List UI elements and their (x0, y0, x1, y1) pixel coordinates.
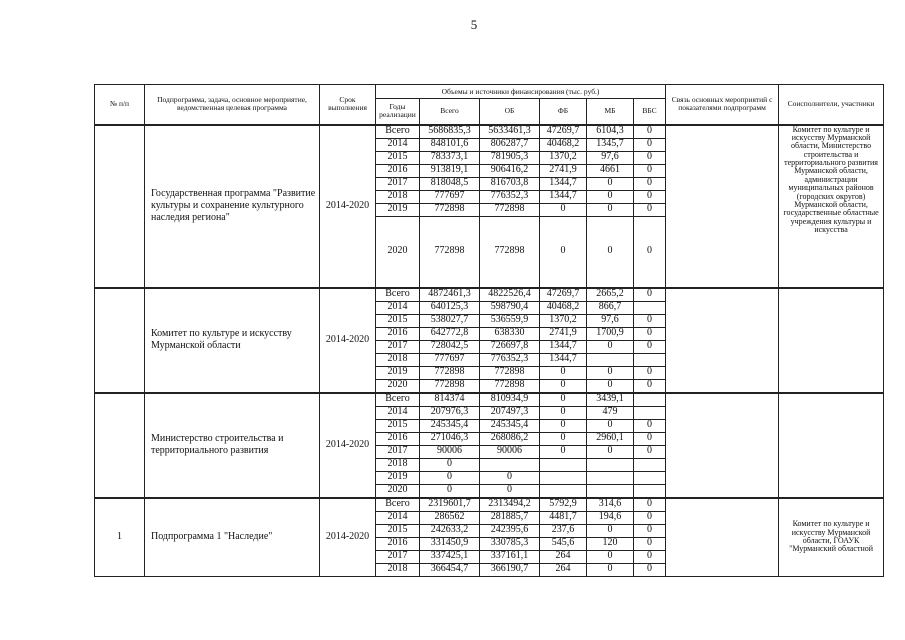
indicator-link (666, 498, 779, 577)
vbs-cell: 0 (634, 563, 666, 576)
fb-cell: 264 (540, 550, 587, 563)
header-fb: ФБ (540, 99, 587, 125)
mb-cell: 0 (587, 216, 634, 288)
year-cell: 2019 (376, 471, 420, 484)
year-cell: 2014 (376, 138, 420, 151)
vbs-cell: 0 (634, 327, 666, 340)
total-cell: 366454,7 (420, 563, 480, 576)
year-cell: 2020 (376, 484, 420, 498)
year-cell: 2017 (376, 550, 420, 563)
header-total: Всего (420, 99, 480, 125)
mb-cell: 866,7 (587, 301, 634, 314)
ob-cell: 638330 (480, 327, 540, 340)
vbs-cell: 0 (634, 151, 666, 164)
row-number (95, 125, 145, 288)
program-name: Министерство строительства и территориального развития (145, 393, 320, 498)
year-cell: 2014 (376, 301, 420, 314)
fb-cell: 1344,7 (540, 190, 587, 203)
ob-cell: 207497,3 (480, 406, 540, 419)
fb-cell (540, 484, 587, 498)
mb-cell: 0 (587, 190, 634, 203)
table-row (95, 498, 884, 512)
vbs-cell: 0 (634, 445, 666, 458)
program-name: Комитет по культуре и искусству Мурманской области (145, 288, 320, 393)
vbs-cell: 0 (634, 366, 666, 379)
header-ob: ОБ (480, 99, 540, 125)
mb-cell: 1345,7 (587, 138, 634, 151)
header-executors: Соисполнители, участники (779, 85, 884, 125)
year-cell: 2016 (376, 164, 420, 177)
year-cell: 2016 (376, 327, 420, 340)
ob-cell: 776352,3 (480, 190, 540, 203)
mb-cell: 1700,9 (587, 327, 634, 340)
ob-cell: 337161,1 (480, 550, 540, 563)
fb-cell: 40468,2 (540, 138, 587, 151)
ob-cell: 816703,8 (480, 177, 540, 190)
ob-cell: 536559,9 (480, 314, 540, 327)
vbs-cell: 0 (634, 537, 666, 550)
ob-cell: 4822526,4 (480, 288, 540, 302)
year-cell: 2020 (376, 216, 420, 288)
year-cell: 2014 (376, 511, 420, 524)
year-cell: 2020 (376, 379, 420, 393)
total-cell: 286562 (420, 511, 480, 524)
fb-cell: 0 (540, 203, 587, 216)
total-cell: 772898 (420, 379, 480, 393)
year-cell: 2019 (376, 366, 420, 379)
indicator-link (666, 288, 779, 393)
fb-cell: 1344,7 (540, 353, 587, 366)
header-link: Связь основных мероприятий с показателями подпрограмм (666, 85, 779, 125)
total-cell: 783373,1 (420, 151, 480, 164)
mb-cell: 4661 (587, 164, 634, 177)
total-cell: 772898 (420, 366, 480, 379)
total-cell: 818048,5 (420, 177, 480, 190)
total-cell: 337425,1 (420, 550, 480, 563)
row-number (95, 393, 145, 498)
vbs-cell: 0 (634, 511, 666, 524)
mb-cell: 0 (587, 203, 634, 216)
header-vbs: ВБС (634, 99, 666, 125)
ob-cell: 781905,3 (480, 151, 540, 164)
mb-cell: 3439,1 (587, 393, 634, 407)
mb-cell: 0 (587, 563, 634, 576)
ob-cell: 0 (480, 484, 540, 498)
total-cell: 913819,1 (420, 164, 480, 177)
ob-cell: 810934,9 (480, 393, 540, 407)
total-cell: 242633,2 (420, 524, 480, 537)
executors: Комитет по культуре и искусству Мурманской области, Министерство строительства и территориального развития Мурманской области, администрации муниципальных районов (городских округов) Мурманской области, государственные областные учреждения культуры и искусства (779, 125, 884, 288)
vbs-cell: 0 (634, 419, 666, 432)
header-term: Срок выполнения (320, 85, 376, 125)
fb-cell: 545,6 (540, 537, 587, 550)
vbs-cell: 0 (634, 288, 666, 302)
fb-cell: 47269,7 (540, 288, 587, 302)
vbs-cell (634, 393, 666, 407)
year-cell: 2015 (376, 419, 420, 432)
program-name: Государственная программа "Развитие культуры и сохранение культурного наследия региона" (145, 125, 320, 288)
fb-cell: 0 (540, 366, 587, 379)
ob-cell (480, 458, 540, 471)
year-cell: 2015 (376, 151, 420, 164)
ob-cell: 598790,4 (480, 301, 540, 314)
table-row (95, 288, 884, 302)
fb-cell: 40468,2 (540, 301, 587, 314)
vbs-cell: 0 (634, 138, 666, 151)
fb-cell: 264 (540, 563, 587, 576)
fb-cell: 0 (540, 432, 587, 445)
year-cell: Всего (376, 125, 420, 139)
total-cell: 0 (420, 471, 480, 484)
ob-cell: 90006 (480, 445, 540, 458)
vbs-cell (634, 471, 666, 484)
ob-cell: 5633461,3 (480, 125, 540, 139)
year-cell: 2018 (376, 563, 420, 576)
vbs-cell: 0 (634, 125, 666, 139)
vbs-cell (634, 353, 666, 366)
vbs-cell: 0 (634, 432, 666, 445)
year-cell: Всего (376, 498, 420, 512)
ob-cell: 268086,2 (480, 432, 540, 445)
total-cell: 642772,8 (420, 327, 480, 340)
fb-cell: 4481,7 (540, 511, 587, 524)
fb-cell: 1370,2 (540, 151, 587, 164)
mb-cell (587, 484, 634, 498)
fb-cell: 2741,9 (540, 327, 587, 340)
mb-cell: 314,6 (587, 498, 634, 512)
total-cell: 90006 (420, 445, 480, 458)
ob-cell: 726697,8 (480, 340, 540, 353)
funding-table-body (95, 125, 884, 577)
mb-cell (587, 353, 634, 366)
mb-cell: 0 (587, 550, 634, 563)
year-cell: 2016 (376, 537, 420, 550)
total-cell: 772898 (420, 216, 480, 288)
total-cell: 777697 (420, 190, 480, 203)
vbs-cell: 0 (634, 164, 666, 177)
mb-cell (587, 471, 634, 484)
ob-cell: 245345,4 (480, 419, 540, 432)
fb-cell: 1344,7 (540, 177, 587, 190)
mb-cell (587, 458, 634, 471)
fb-cell: 5792,9 (540, 498, 587, 512)
year-cell: 2018 (376, 190, 420, 203)
mb-cell: 0 (587, 177, 634, 190)
fb-cell: 0 (540, 419, 587, 432)
ob-cell: 772898 (480, 203, 540, 216)
mb-cell: 479 (587, 406, 634, 419)
vbs-cell: 0 (634, 379, 666, 393)
mb-cell: 97,6 (587, 151, 634, 164)
vbs-cell (634, 301, 666, 314)
total-cell: 207976,3 (420, 406, 480, 419)
year-cell: 2018 (376, 458, 420, 471)
total-cell: 4872461,3 (420, 288, 480, 302)
executors (779, 288, 884, 393)
table-row (95, 125, 884, 139)
mb-cell: 0 (587, 340, 634, 353)
fb-cell: 1370,2 (540, 314, 587, 327)
mb-cell: 0 (587, 445, 634, 458)
vbs-cell: 0 (634, 190, 666, 203)
vbs-cell: 0 (634, 340, 666, 353)
term: 2014-2020 (320, 498, 376, 577)
total-cell: 245345,4 (420, 419, 480, 432)
mb-cell: 0 (587, 379, 634, 393)
fb-cell: 0 (540, 379, 587, 393)
total-cell: 5686835,3 (420, 125, 480, 139)
year-cell: 2019 (376, 203, 420, 216)
total-cell: 271046,3 (420, 432, 480, 445)
total-cell: 728042,5 (420, 340, 480, 353)
mb-cell: 120 (587, 537, 634, 550)
year-cell: 2015 (376, 524, 420, 537)
vbs-cell: 0 (634, 314, 666, 327)
ob-cell: 772898 (480, 379, 540, 393)
vbs-cell: 0 (634, 498, 666, 512)
total-cell: 538027,7 (420, 314, 480, 327)
ob-cell: 772898 (480, 366, 540, 379)
ob-cell: 806287,7 (480, 138, 540, 151)
ob-cell: 242395,6 (480, 524, 540, 537)
executors (779, 393, 884, 498)
vbs-cell (634, 484, 666, 498)
vbs-cell: 0 (634, 216, 666, 288)
ob-cell: 281885,7 (480, 511, 540, 524)
fb-cell: 0 (540, 216, 587, 288)
vbs-cell: 0 (634, 524, 666, 537)
mb-cell: 6104,3 (587, 125, 634, 139)
vbs-cell: 0 (634, 203, 666, 216)
ob-cell: 776352,3 (480, 353, 540, 366)
fb-cell: 1344,7 (540, 340, 587, 353)
year-cell: 2015 (376, 314, 420, 327)
year-cell: 2018 (376, 353, 420, 366)
total-cell: 848101,6 (420, 138, 480, 151)
total-cell: 2319601,7 (420, 498, 480, 512)
indicator-link (666, 125, 779, 288)
total-cell: 777697 (420, 353, 480, 366)
year-cell: Всего (376, 393, 420, 407)
row-number: 1 (95, 498, 145, 577)
fb-cell: 0 (540, 393, 587, 407)
ob-cell: 2313494,2 (480, 498, 540, 512)
mb-cell: 0 (587, 366, 634, 379)
total-cell: 0 (420, 484, 480, 498)
header-years: Годы реализации (376, 99, 420, 125)
term: 2014-2020 (320, 288, 376, 393)
ob-cell: 906416,2 (480, 164, 540, 177)
fb-cell: 2741,9 (540, 164, 587, 177)
ob-cell: 0 (480, 471, 540, 484)
total-cell: 0 (420, 458, 480, 471)
fb-cell (540, 458, 587, 471)
indicator-link (666, 393, 779, 498)
year-cell: 2017 (376, 177, 420, 190)
header-no: № п/п (95, 85, 145, 125)
vbs-cell: 0 (634, 177, 666, 190)
executors: Комитет по культуре и искусству Мурманской области, ГОАУК "Мурманский областной (779, 498, 884, 577)
ob-cell: 330785,3 (480, 537, 540, 550)
fb-cell (540, 471, 587, 484)
year-cell: Всего (376, 288, 420, 302)
total-cell: 640125,3 (420, 301, 480, 314)
vbs-cell (634, 458, 666, 471)
header-program: Подпрограмма, задача, основное мероприятие, ведомственная целевая программа (145, 85, 320, 125)
year-cell: 2016 (376, 432, 420, 445)
total-cell: 331450,9 (420, 537, 480, 550)
total-cell: 772898 (420, 203, 480, 216)
fb-cell: 0 (540, 445, 587, 458)
fb-cell: 237,6 (540, 524, 587, 537)
table-row (95, 393, 884, 407)
vbs-cell: 0 (634, 550, 666, 563)
mb-cell: 2665,2 (587, 288, 634, 302)
fb-cell: 0 (540, 406, 587, 419)
ob-cell: 772898 (480, 216, 540, 288)
mb-cell: 0 (587, 419, 634, 432)
year-cell: 2017 (376, 445, 420, 458)
total-cell: 814374 (420, 393, 480, 407)
mb-cell: 194,6 (587, 511, 634, 524)
mb-cell: 97,6 (587, 314, 634, 327)
header-mb: МБ (587, 99, 634, 125)
fb-cell: 47269,7 (540, 125, 587, 139)
year-cell: 2017 (376, 340, 420, 353)
header-funding: Объемы и источники финансирования (тыс. руб.) (376, 85, 666, 99)
year-cell: 2014 (376, 406, 420, 419)
mb-cell: 0 (587, 524, 634, 537)
term: 2014-2020 (320, 393, 376, 498)
funding-table (94, 84, 884, 577)
row-number (95, 288, 145, 393)
mb-cell: 2960,1 (587, 432, 634, 445)
program-name: Подпрограмма 1 "Наследие" (145, 498, 320, 577)
vbs-cell (634, 406, 666, 419)
term: 2014-2020 (320, 125, 376, 288)
ob-cell: 366190,7 (480, 563, 540, 576)
page-number: 5 (470, 17, 478, 32)
